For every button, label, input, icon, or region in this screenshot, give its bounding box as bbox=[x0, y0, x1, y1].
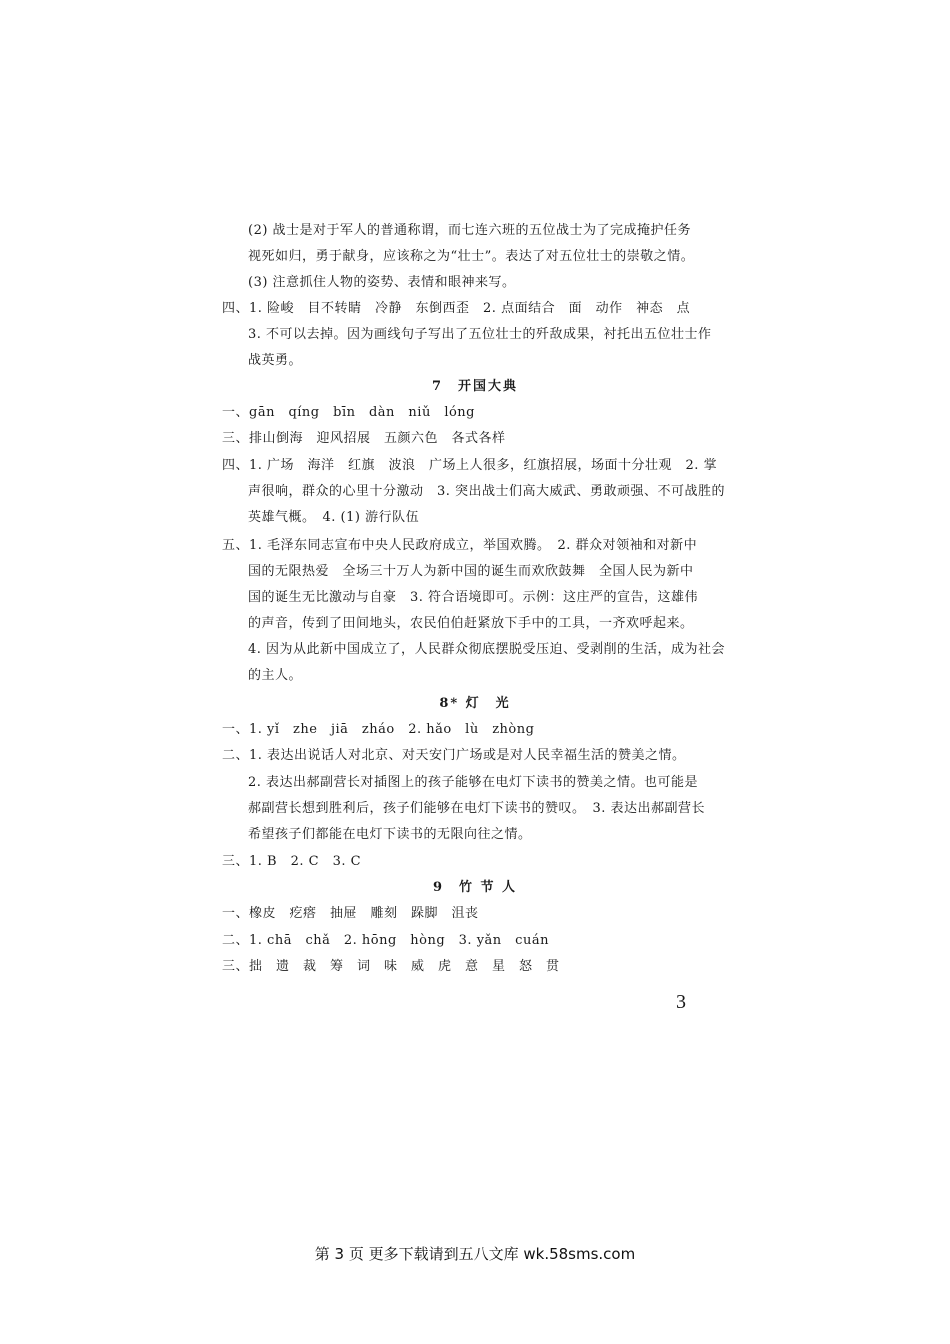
section-title: 8* 灯 光 bbox=[439, 696, 511, 711]
text-line: 三、1. B 2. C 3. C bbox=[222, 854, 362, 869]
text-line: 视死如归，勇于献身，应该称之为“壮士”。表达了对五位壮士的崇敬之情。 bbox=[248, 249, 695, 264]
text-line: (2) 战士是对于军人的普通称谓，而七连六班的五位战士为了完成掩护任务 bbox=[248, 223, 692, 238]
text-line: 二、1. chā chǎ 2. hōng hòng 3. yǎn cuán bbox=[222, 933, 549, 948]
text-line: 国的无限热爱 全场三十万人为新中国的诞生而欢欣鼓舞 全国人民为新中 bbox=[248, 564, 694, 579]
section-title: 7 开国大典 bbox=[431, 379, 519, 394]
page-number: 3 bbox=[676, 991, 686, 1013]
text-line: 一、gān qíng bīn dàn niǔ lóng bbox=[222, 405, 475, 420]
text-line: 4. 因为从此新中国成立了，人民群众彻底摆脱受压迫、受剥削的生活，成为社会 bbox=[248, 642, 726, 657]
text-line: 2. 表达出郝副营长对插图上的孩子能够在电灯下读书的赞美之情。也可能是 bbox=[248, 775, 699, 790]
text-line: 声很响，群众的心里十分激动 3. 突出战士们高大威武、勇敢顽强、不可战胜的 bbox=[248, 484, 726, 499]
text-line: 英雄气概。 4. (1) 游行队伍 bbox=[248, 510, 420, 525]
text-line: 的主人。 bbox=[248, 668, 303, 683]
text-line: 五、1. 毛泽东同志宣布中央人民政府成立，举国欢腾。 2. 群众对领袖和对新中 bbox=[222, 538, 698, 553]
text-line: 希望孩子们都能在电灯下读书的无限向往之情。 bbox=[248, 827, 532, 842]
text-line: 二、1. 表达出说话人对北京、对天安门广场或是对人民幸福生活的赞美之情。 bbox=[222, 748, 686, 763]
text-line: 3. 不可以去掉。因为画线句子写出了五位壮士的歼敌成果，衬托出五位壮士作 bbox=[248, 327, 712, 342]
footer-link[interactable]: 第 3 页 更多下载请到五八文库 wk.58sms.com bbox=[314, 1245, 636, 1263]
text-line: 战英勇。 bbox=[248, 353, 303, 368]
text-line: 三、排山倒海 迎风招展 五颜六色 各式各样 bbox=[222, 431, 506, 446]
section-title: 9 竹 节 人 bbox=[432, 880, 518, 895]
text-line: 四、1. 险峻 目不转睛 冷静 东倒西歪 2. 点面结合 面 动作 神态 点 bbox=[222, 301, 691, 316]
text-line: 四、1. 广场 海洋 红旗 波浪 广场上人很多，红旗招展，场面十分壮观 2. 掌 bbox=[222, 458, 718, 473]
text-line: 一、1. yǐ zhe jiā zháo 2. hǎo lù zhòng bbox=[222, 722, 535, 737]
text-line: (3) 注意抓住人物的姿势、表情和眼神来写。 bbox=[248, 275, 516, 290]
text-line: 国的诞生无比激动与自豪 3. 符合语境即可。示例：这庄严的宣告，这雄伟 bbox=[248, 590, 699, 605]
text-line: 郝副营长想到胜利后，孩子们能够在电灯下读书的赞叹。 3. 表达出郝副营长 bbox=[248, 801, 706, 816]
text-line: 一、橡皮 疙瘩 抽屉 雕刻 跺脚 沮丧 bbox=[222, 906, 479, 921]
text-line: 的声音，传到了田间地头，农民伯伯赶紧放下手中的工具，一齐欢呼起来。 bbox=[248, 616, 694, 631]
text-line: 三、拙 遗 裁 筹 词 味 威 虎 意 星 怒 贯 bbox=[222, 959, 560, 974]
